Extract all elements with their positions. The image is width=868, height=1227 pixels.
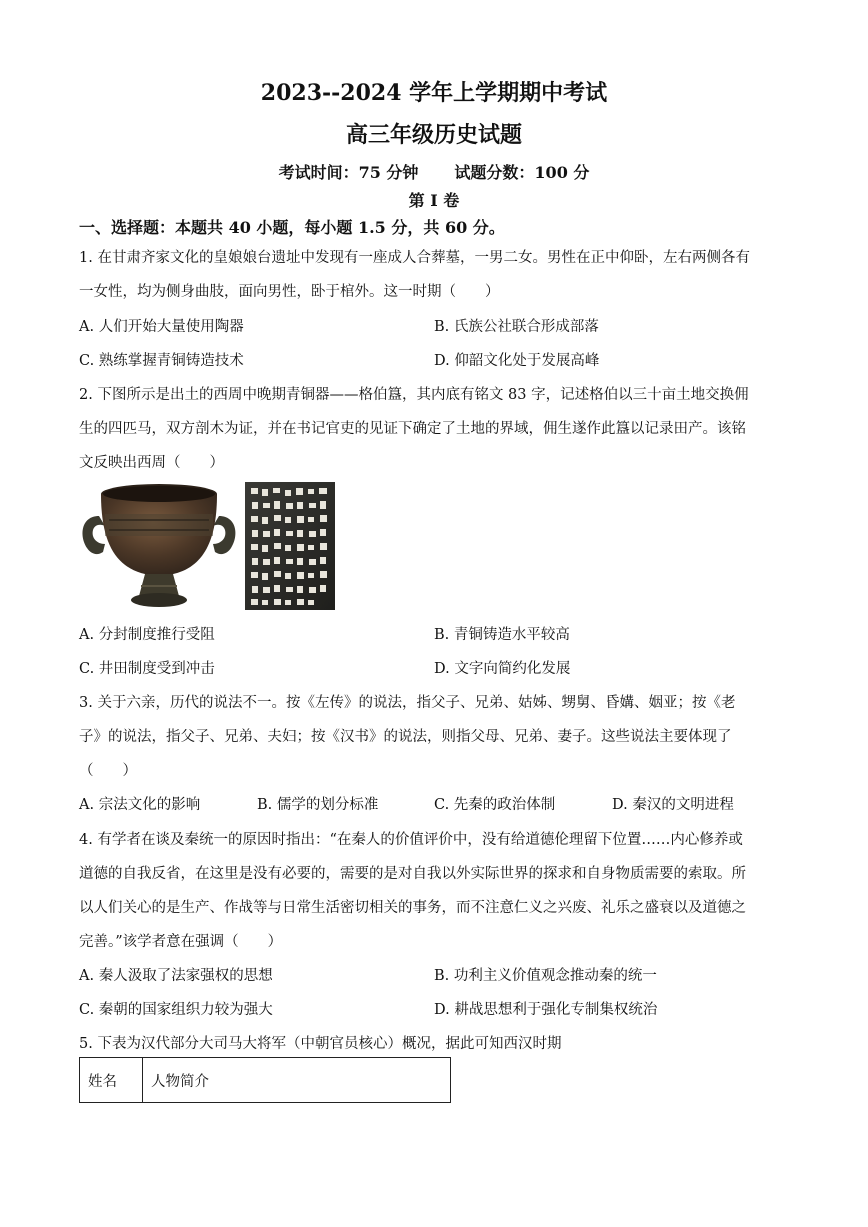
exam-score: 试题分数：100 分 [454,163,590,182]
q3-stem-line: 3. 关于六亲，历代的说法不一。按《左传》的说法，指父子、兄弟、姑姊、甥舅、昏媾、姻亚；按《老 [79,695,736,711]
q3-option-b[interactable]: B. 儒学的划分标准 [257,797,379,813]
q5-stem: 5. 下表为汉代部分大司马大将军（中朝官员核心）概况，据此可知西汉时期 [79,1036,562,1052]
exam-title: 2023--2024 学年上学期期中考试 [260,80,608,106]
q2-option-d[interactable]: D. 文字向简约化发展 [434,661,571,677]
q3-stem-line: （ ） [79,763,137,779]
inscription-rubbing-image [245,482,335,610]
q1-option-b[interactable]: B. 氏族公社联合形成部落 [434,319,599,335]
table-header-name: 姓名 [80,1058,143,1103]
exam-info [0,160,868,183]
q4-stem-line: 完善。”该学者意在强调（ ） [79,934,283,950]
q3-option-c[interactable]: C. 先秦的政治体制 [434,797,556,813]
q1-option-d[interactable]: D. 仰韶文化处于发展高峰 [434,353,600,369]
bronze-vessel-image [83,484,236,607]
bronze-gui-figure [79,478,337,614]
q4-option-c[interactable]: C. 秦朝的国家组织力较为强大 [79,1002,273,1018]
q5-table [79,1057,451,1103]
q1-stem-line: 1. 在甘肃齐家文化的皇娘娘台遗址中发现有一座成人合葬墓，一男二女。男性在正中仰卧，左右两侧各有 [79,250,750,266]
q3-stem-line: 子》的说法，指父子、兄弟、夫妇；按《汉书》的说法，则指父母、兄弟、妻子。这些说法主要体现了 [79,729,732,745]
volume-label: 第 I 卷 [408,191,460,210]
q2-stem-line: 文反映出西周（ ） [79,455,224,471]
q1-option-c[interactable]: C. 熟练掌握青铜铸造技术 [79,353,244,369]
q4-option-b[interactable]: B. 功利主义价值观念推动秦的统一 [434,968,657,984]
q4-option-a[interactable]: A. 秦人汲取了法家强权的思想 [79,968,273,984]
q4-option-d[interactable]: D. 耕战思想利于强化专制集权统治 [434,1002,658,1018]
q2-stem-line: 生的四匹马，双方剖木为证，并在书记官吏的见证下确定了土地的界域，佣生遂作此簋以记录田产。该铭 [79,421,746,437]
exam-time: 考试时间：75 分钟 [278,163,419,182]
q3-option-d[interactable]: D. 秦汉的文明进程 [612,797,734,813]
q1-option-a[interactable]: A. 人们开始大量使用陶器 [79,319,244,335]
q2-option-a[interactable]: A. 分封制度推行受阻 [79,627,215,643]
table-header-row [80,1058,451,1103]
q2-stem-line: 2. 下图所示是出土的西周中晚期青铜器——格伯簋，其内底有铭文 83 字，记述格伯以三十亩土地交换佣 [79,387,749,403]
q2-option-c[interactable]: C. 井田制度受到冲击 [79,661,215,677]
q4-stem-line: 4. 有学者在谈及秦统一的原因时指出：“在秦人的价值评价中，没有给道德伦理留下位置……内心修养或 [79,832,743,848]
exam-subtitle: 高三年级历史试题 [345,122,522,148]
q4-stem-line: 以人们关心的是生产、作战等与日常生活密切相关的事务，而不注意仁义之兴废、礼乐之盛衰以及道德之 [79,900,746,916]
q2-option-b[interactable]: B. 青铜铸造水平较高 [434,627,570,643]
section-heading: 一、选择题：本题共 40 小题，每小题 1.5 分，共 60 分。 [79,218,505,237]
table-header-profile: 人物简介 [143,1058,451,1103]
q3-option-a[interactable]: A. 宗法文化的影响 [79,797,201,813]
q1-stem-line: 一女性，均为侧身曲肢，面向男性，卧于棺外。这一时期（ ） [79,284,500,300]
q4-stem-line: 道德的自我反省，在这里是没有必要的，需要的是对自我以外实际世界的探求和自身物质需要的索取。所 [79,866,746,882]
